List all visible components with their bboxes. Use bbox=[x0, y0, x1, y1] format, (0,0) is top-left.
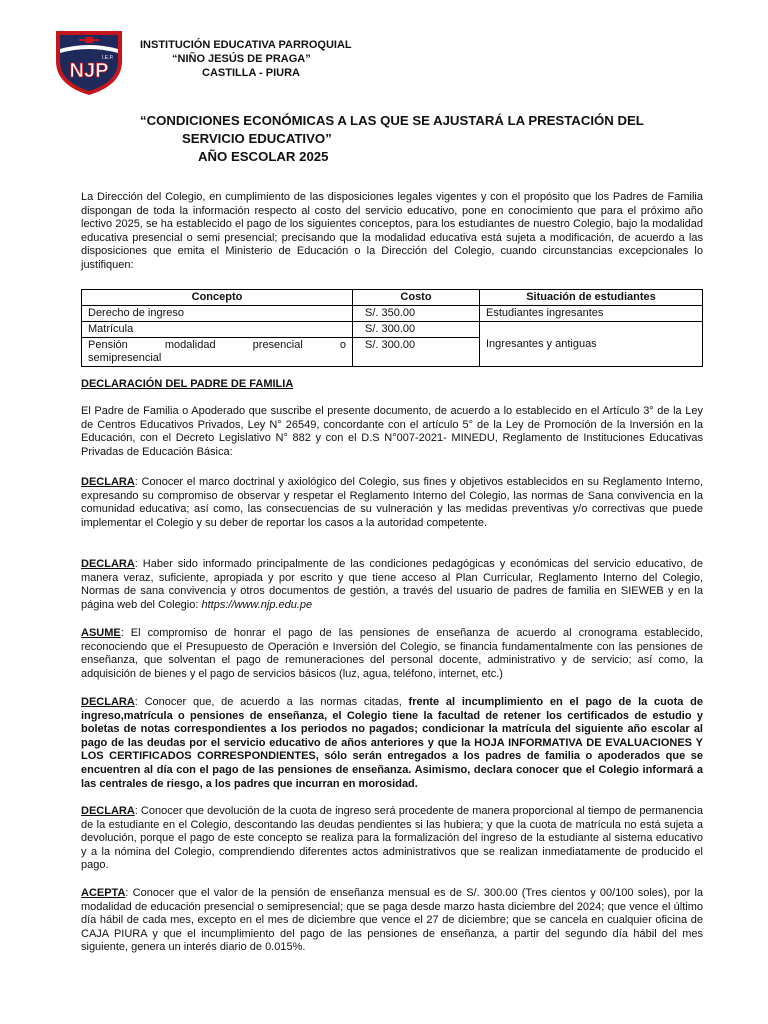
paragraph-text: : Conocer que el valor de la pensión de enseñanza mensual es de S/. 300.00 (Tres cientos y 00/100 soles), por la modalidad de educación presencial o semipresencial; que se paga desde marzo hasta diciembre del 2024; que vence el último día hábil de cada mes, excepto en el mes de diciembre que vence el 27 de diciembre; que se cancela en cualquier oficina de CAJA PIURA y que el incumplimiento del pago de las pensiones de enseñanza, a partir del segundo día hábil del mes siguiente, genera un interés diario de 0.015%. bbox=[81, 887, 703, 954]
keyword: DECLARA bbox=[81, 476, 135, 488]
keyword: ASUME bbox=[81, 627, 121, 639]
school-website-link[interactable]: https://www.njp.edu.pe bbox=[201, 598, 313, 611]
cell-costo: S/. 350.00 bbox=[353, 306, 480, 322]
paragraph-text: : Haber sido informado principalmente de las condiciones pedagógicas y económicas del servicio educativo, de manera veraz, suficiente, apropiada y por escrito y que tiene acceso al Plan Curricular, Reglamento Interno del Colegio, Normas de sana convivencia y otros documentos de gestión, a través del usuario de padres de familia en SIEWEB y en la página web del Colegio: bbox=[81, 558, 703, 611]
institution-line3: CASTILLA - PIURA bbox=[202, 67, 300, 79]
institution-line1: INSTITUCIÓN EDUCATIVA PARROQUIAL bbox=[140, 39, 352, 51]
keyword: DECLARA bbox=[81, 696, 135, 708]
cell-situacion: Estudiantes ingresantes bbox=[480, 306, 703, 322]
paragraph-text: : Conocer que, de acuerdo a las normas citadas, bbox=[134, 696, 409, 708]
paragraph-bold-text: frente al incumplimiento en el pago de la cuota de ingreso,matrícula o pensiones de enseñanza, el Colegio tiene la facultad de retener los certificados de estudio y boletas de notas correspondientes a los periodos no pagados; condicionar la matrícula del siguiente año escolar al pago de las deudas por el servicio educativo de años anteriores y que la HOJA INFORMATIVA DE EVALUACIONES Y LOS CERTIFICADOS CORRESPONDIENTES, sólo serán entregados a los padres de familia o apoderados que se encuentren al día con el pago de las pensiones de enseñanza. Asimismo, declara conocer que el Colegio informará a las centrales de riesgo, a los padres que incurran en morosidad. bbox=[81, 696, 703, 790]
title-line3: AÑO ESCOLAR 2025 bbox=[198, 149, 329, 164]
paragraph-text: : Conocer que devolución de la cuota de ingreso será procedente de manera proporcional al tiempo de permanencia de la estudiante en el Colegio, descontando las deudas pendientes si las hubiera; y que la cuota de matrícula no está sujeta a devolución, porque el pago de este concepto se realiza para la formalización del ingreso de la estudiante al sistema educativo y a la nómina del Colegio, comprendiendo diferentes actos administrativos que se realizan inmediatamente de producido el pago. bbox=[81, 805, 703, 872]
cell-costo: S/. 300.00 bbox=[353, 338, 480, 367]
keyword: DECLARA bbox=[81, 805, 135, 817]
table-row bbox=[82, 322, 703, 338]
document-title bbox=[140, 112, 700, 166]
paragraph-text: : El compromiso de honrar el pago de las pensiones de enseñanza de acuerdo al cronograma establecido, reconociendo que el Presupuesto de Operación e Inversión del Colegio, se financia fundamentalmente con las pensiones de enseñanza, que solventan el pago de remuneraciones del personal docente, administrativo y de servicio; así como, la adquisición de bienes y el pago de servicios básicos (luz, agua, teléfono, internet, etc.) bbox=[81, 627, 703, 680]
header-situacion: Situación de estudiantes bbox=[480, 290, 703, 306]
table-header-row bbox=[82, 290, 703, 306]
keyword: ACEPTA bbox=[81, 887, 126, 899]
title-line1: “CONDICIONES ECONÓMICAS A LAS QUE SE AJUSTARÁ LA PRESTACIÓN DEL bbox=[140, 113, 644, 128]
cell-concepto: Derecho de ingreso bbox=[82, 306, 353, 322]
declaration-intro: El Padre de Familia o Apoderado que suscribe el presente documento, de acuerdo a lo establecido en el Artículo 3° de la Ley de Centros Educativos Privados, Ley N° 26549, concordante con el artículo 5° de la Ley de Promoción de la Inversión en la Educación, con el Decreto Legislativo N° 882 y con el D.S N°007-2021- MINEDU, Reglamento de Instituciones Educativas Privadas de Educación Básica: bbox=[81, 405, 703, 458]
table-row bbox=[82, 306, 703, 322]
fees-table bbox=[81, 289, 703, 367]
cell-situacion: Ingresantes y antiguas bbox=[480, 322, 703, 367]
header-costo: Costo bbox=[353, 290, 480, 306]
paragraph-text: : Conocer el marco doctrinal y axiológico del Colegio, sus fines y objetivos establecidos en su Reglamento Interno, expresando su compromiso de observar y respetar el Reglamento Interno del Colegio, las normas de Sana convivencia en la comunidad educativa; así como, las consecuencias de su vulneración y las medidas preventivas y/o correctivas que puede implementar el Colegio y su deber de reportar los casos a la autoridad competente. bbox=[81, 476, 703, 529]
declara-paragraph-1 bbox=[81, 476, 703, 530]
header-concepto: Concepto bbox=[82, 290, 353, 306]
asume-paragraph bbox=[81, 627, 703, 681]
logo-small-text: I.E.P. bbox=[102, 55, 114, 61]
title-line2: SERVICIO EDUCATIVO” bbox=[182, 131, 332, 146]
intro-paragraph: La Dirección del Colegio, en cumplimiento de las disposiciones legales vigentes y con el propósito que los Padres de Familia dispongan de toda la información respecto al costo del servicio educativo, pone en conocimiento que para el próximo año lectivo 2025, se ha establecido el pago de los siguientes conceptos, para los estudiantes de nuestro Colegio, bajo la modalidad educativa presencial o semi presencial; precisando que la modalidad educativa está sujeta a modificación, de acuerdo a las disposiciones que emita el Ministerio de Educación o la Dirección del Colegio, cuando circunstancias excepcionales lo justifiquen: bbox=[81, 191, 703, 271]
declara-paragraph-3 bbox=[81, 696, 703, 791]
institution-line2: “NIÑO JESÚS DE PRAGA” bbox=[172, 53, 311, 65]
acepta-paragraph bbox=[81, 887, 703, 955]
cell-concepto: Matrícula bbox=[82, 322, 353, 338]
cell-concepto bbox=[82, 338, 353, 367]
cell-concepto-line1: Pensión modalidad presencial o bbox=[88, 339, 346, 351]
declaration-heading: DECLARACIÓN DEL PADRE DE FAMILIA bbox=[81, 378, 294, 390]
declara-paragraph-4 bbox=[81, 805, 703, 873]
school-logo bbox=[52, 27, 126, 97]
keyword: DECLARA bbox=[81, 558, 135, 570]
cell-concepto-line2: semipresencial bbox=[88, 352, 162, 364]
logo-letters: NJP bbox=[69, 60, 109, 82]
declara-paragraph-2 bbox=[81, 558, 703, 612]
cell-costo: S/. 300.00 bbox=[353, 322, 480, 338]
